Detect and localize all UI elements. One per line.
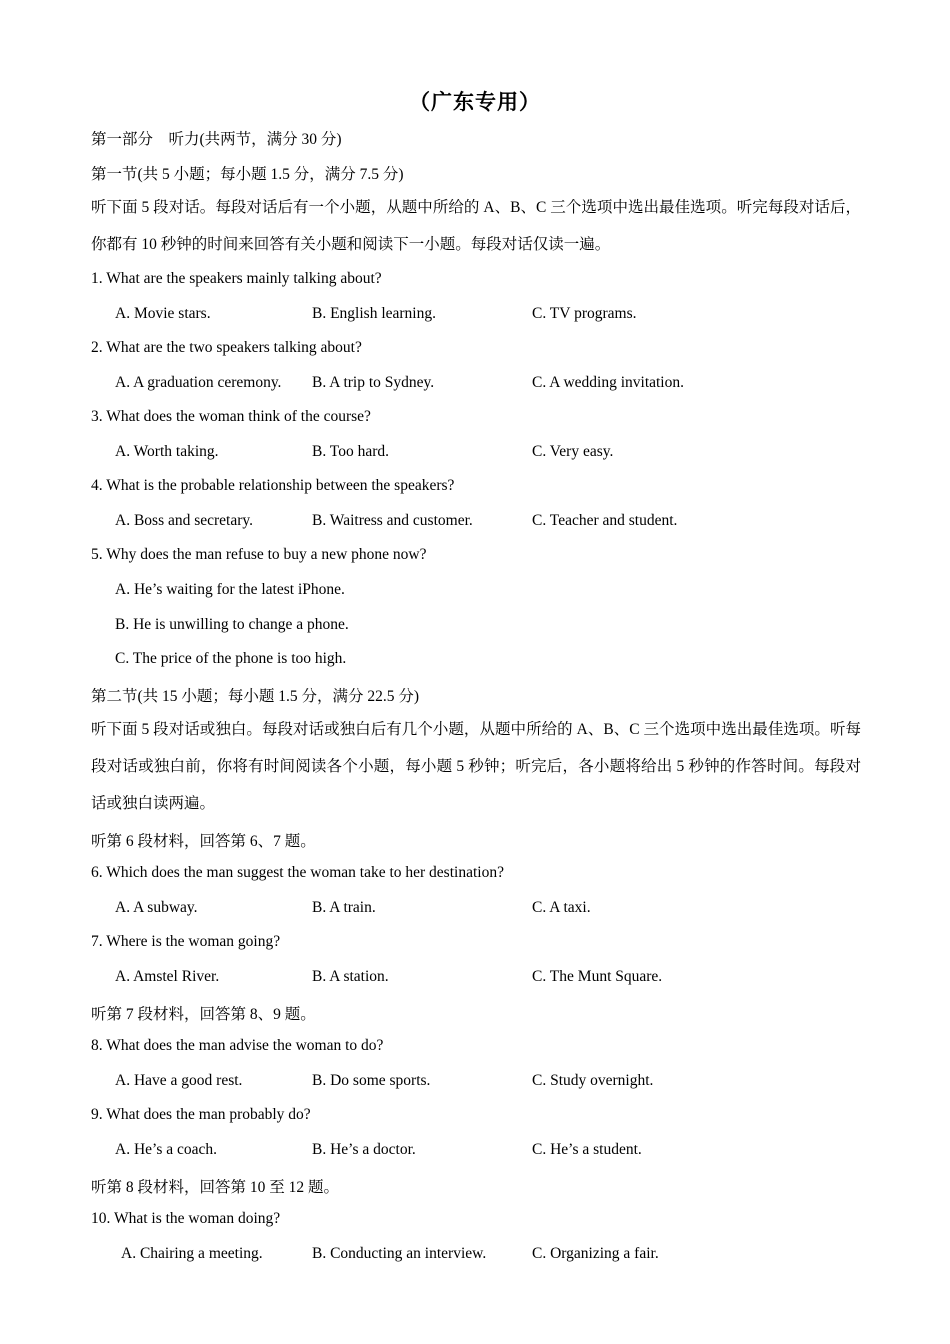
part-heading: 第一部分 听力(共两节，满分 30 分) [91, 131, 342, 148]
section-heading: 第一节(共 5 小题；每小题 1.5 分，满分 7.5 分) [91, 166, 404, 183]
question-stem: 3. What does the woman think of the course? [91, 408, 371, 425]
page-title: （广东专用） [409, 90, 541, 114]
option-a: A. Worth taking. [115, 443, 219, 460]
option-c: C. He’s a student. [532, 1141, 642, 1158]
option-b: B. Conducting an interview. [312, 1245, 487, 1262]
option-b: B. A station. [312, 968, 389, 985]
option-c: C. A wedding invitation. [532, 374, 684, 391]
option-a: A. Boss and secretary. [115, 512, 254, 529]
option-a: A. A graduation ceremony. [115, 374, 282, 391]
option-b: B. English learning. [312, 305, 436, 322]
option-a: A. A subway. [115, 899, 198, 916]
option-b: B. He’s a doctor. [312, 1141, 416, 1158]
option-a: A. Amstel River. [115, 968, 220, 985]
section-heading: 第二节(共 15 小题；每小题 1.5 分，满分 22.5 分) [91, 688, 420, 705]
option-a: A. He’s waiting for the latest iPhone. [115, 581, 345, 598]
option-c: C. Teacher and student. [532, 512, 678, 529]
option-c: C. Study overnight. [532, 1072, 654, 1089]
option-c: C. Organizing a fair. [532, 1245, 659, 1262]
question-stem: 5. Why does the man refuse to buy a new phone now? [91, 546, 427, 563]
option-b: B. He is unwilling to change a phone. [115, 616, 349, 633]
section-instructions: 听下面 5 段对话。每段对话后有一个小题，从题中所给的 A、B、C 三个选项中选出最佳选项。听完每段对话后，你都有 10 秒钟的时间来回答有关小题和阅读下一小题。每段对话仅读一遍。 [91, 199, 861, 253]
option-a: A. Movie stars. [115, 305, 211, 322]
option-b: B. Do some sports. [312, 1072, 431, 1089]
option-c: C. The Munt Square. [532, 968, 663, 985]
option-b: B. Waitress and customer. [312, 512, 473, 529]
option-b: B. A trip to Sydney. [312, 374, 435, 391]
material-note: 听第 8 段材料，回答第 10 至 12 题。 [91, 1179, 340, 1196]
option-c: C. TV programs. [532, 305, 637, 322]
question-stem: 9. What does the man probably do? [91, 1106, 311, 1123]
question-stem: 1. What are the speakers mainly talking about? [91, 270, 382, 287]
question-stem: 7. Where is the woman going? [91, 933, 281, 950]
option-c: C. Very easy. [532, 443, 614, 460]
option-b: B. Too hard. [312, 443, 389, 460]
material-note: 听第 7 段材料，回答第 8、9 题。 [91, 1006, 316, 1023]
option-c: C. A taxi. [532, 899, 591, 916]
question-stem: 4. What is the probable relationship between the speakers? [91, 477, 455, 494]
option-a: A. Have a good rest. [115, 1072, 243, 1089]
option-a: A. He’s a coach. [115, 1141, 217, 1158]
material-note: 听第 6 段材料，回答第 6、7 题。 [91, 833, 316, 850]
question-stem: 8. What does the man advise the woman to do? [91, 1037, 384, 1054]
option-b: B. A train. [312, 899, 376, 916]
question-stem: 6. Which does the man suggest the woman take to her destination? [91, 864, 504, 881]
question-stem: 10. What is the woman doing? [91, 1210, 281, 1227]
question-stem: 2. What are the two speakers talking about? [91, 339, 362, 356]
section-instructions: 听下面 5 段对话或独白。每段对话或独白后有几个小题，从题中所给的 A、B、C 三个选项中选出最佳选项。听每段对话或独白前，你将有时间阅读各个小题，每小题 5 秒钟；听完后，各小题将给出 5 秒钟的作答时间。每段对话或独白读两遍。 [91, 721, 861, 812]
option-a: A. Chairing a meeting. [121, 1245, 263, 1262]
option-c: C. The price of the phone is too high. [115, 650, 347, 667]
